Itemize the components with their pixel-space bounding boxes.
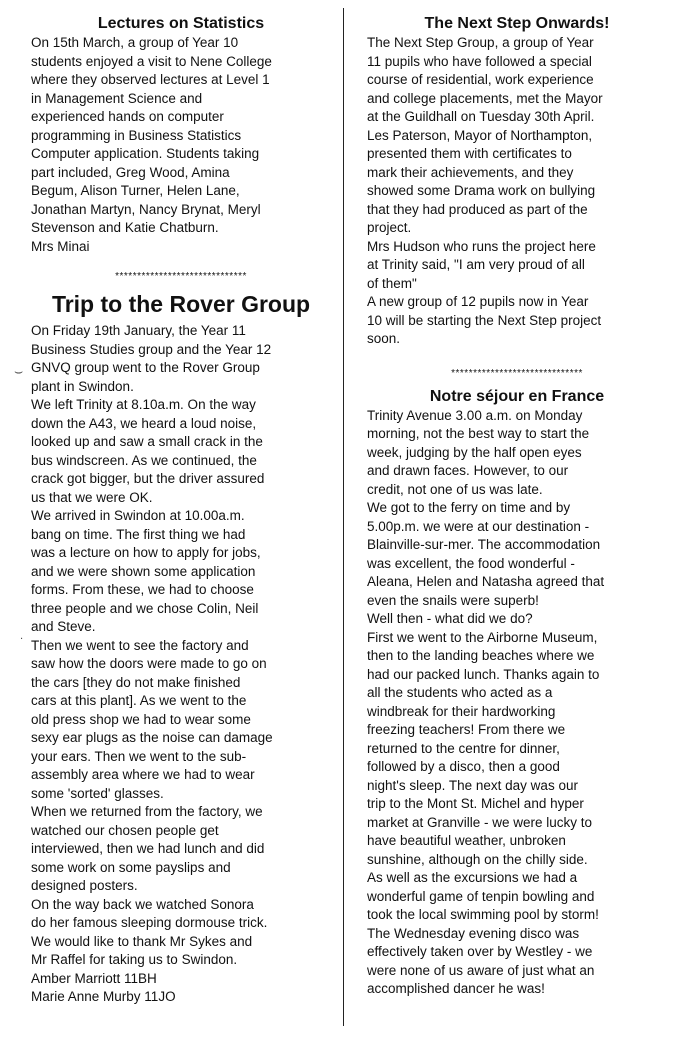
article-body: The Next Step Group, a group of Year 11 pupils who have followed a special course of residential, work experience and college placements, met the Mayor at the Guildhall on Tuesday 30th April. Les Paterson, Mayor of Northampton, presented them with certificates to mark their achievements, and they showed some Drama work on bullying that they had produced as part of the project. Mrs Hudson who runs the project here at Trinity said, "I am very proud of all of them" A new group of 12 pupils now in Year 10 will be starting the Next Step project soon. <box>367 35 603 346</box>
article-body: On 15th March, a group of Year 10 students enjoyed a visit to Nene College where they observed lectures at Level 1 in Management Science and experienced hands on computer programming in Business Statistics Computer application. Students taking part included, Greg Wood, Amina Begum, Alison Turner, Helen Lane, Jonathan Martyn, Nancy Brynat, Meryl Stevenson and Katie Chatburn. Mrs Minai <box>31 35 272 254</box>
article-lectures <box>31 14 331 256</box>
right-column <box>367 14 667 999</box>
separator: ****************************** <box>115 271 247 282</box>
article-rover <box>31 290 331 1007</box>
article-heading: Notre séjour en France <box>429 387 605 405</box>
column-divider <box>343 8 344 1026</box>
pen-mark: ⌣ <box>14 364 24 380</box>
separator: ****************************** <box>451 367 583 379</box>
article-france <box>367 387 667 999</box>
article-heading: Trip to the Rover Group <box>51 291 311 317</box>
pen-mark: · <box>20 634 24 645</box>
article-heading: The Next Step Onwards! <box>424 15 610 32</box>
article-body: On Friday 19th January, the Year 11 Business Studies group and the Year 12 GNVQ group went to the Rover Group plant in Swindon. We left Trinity at 8.10a.m. On the way down the A43, we heard a loud noise, looked up and saw a small crack in the bus windscreen. As we continued, the crack got bigger, but the driver assured us that we were OK. We arrived in Swindon at 10.00a.m. bang on time. The first thing we had was a lecture on how to apply for jobs, and we were shown some application forms. From these, we had to choose three people and we chose Colin, Neil and Steve. Then we went to see the factory and saw how the doors were made to go on the cars [they do not make finished cars at this plant]. As we went to the old press shop we had to wear some sexy ear plugs as the noise can damage your ears. Then we went to the sub- assembly area where we had to wear some 'sorted' glasses. When we returned from the factory, we watched our chosen people get interviewed, then we had lunch and did some work on some payslips and designed posters. On the way back we watched Sonora do her famous sleeping dormouse trick. We would like to thank Mr Sykes and Mr Raffel for taking us to Swindon. Amber Marriott 11BH Marie Anne Murby 11JO <box>31 323 273 1004</box>
left-column <box>31 14 331 1007</box>
article-body: Trinity Avenue 3.00 a.m. on Monday morning, not the best way to start the week, judging by the half open eyes and drawn faces. However, to our credit, not one of us was late. We got to the ferry on time and by 5.00p.m. we were at our destination - Blainville-sur-mer. The accommodation was excellent, the food wonderful - Aleana, Helen and Natasha agreed that even the snails were superb! Well then - what did we do? First we went to the Airborne Museum, then to the landing beaches where we had our packed lunch. Thanks again to all the students who acted as a windbreak for their hardworking freezing teachers! From there we returned to the centre for dinner, followed by a disco, then a good night's sleep. The next day was our trip to the Mont St. Michel and hyper market at Granville - we were lucky to have beautiful weather, unbroken sunshine, although on the chilly side. As well as the excursions we had a wonderful game of tenpin bowling and took the local swimming pool by storm! The Wednesday evening disco was effectively taken over by Westley - we were none of us aware of just what an accomplished dancer he was! <box>367 407 605 996</box>
article-heading: Lectures on Statistics <box>97 15 265 32</box>
article-next-step <box>367 14 667 349</box>
